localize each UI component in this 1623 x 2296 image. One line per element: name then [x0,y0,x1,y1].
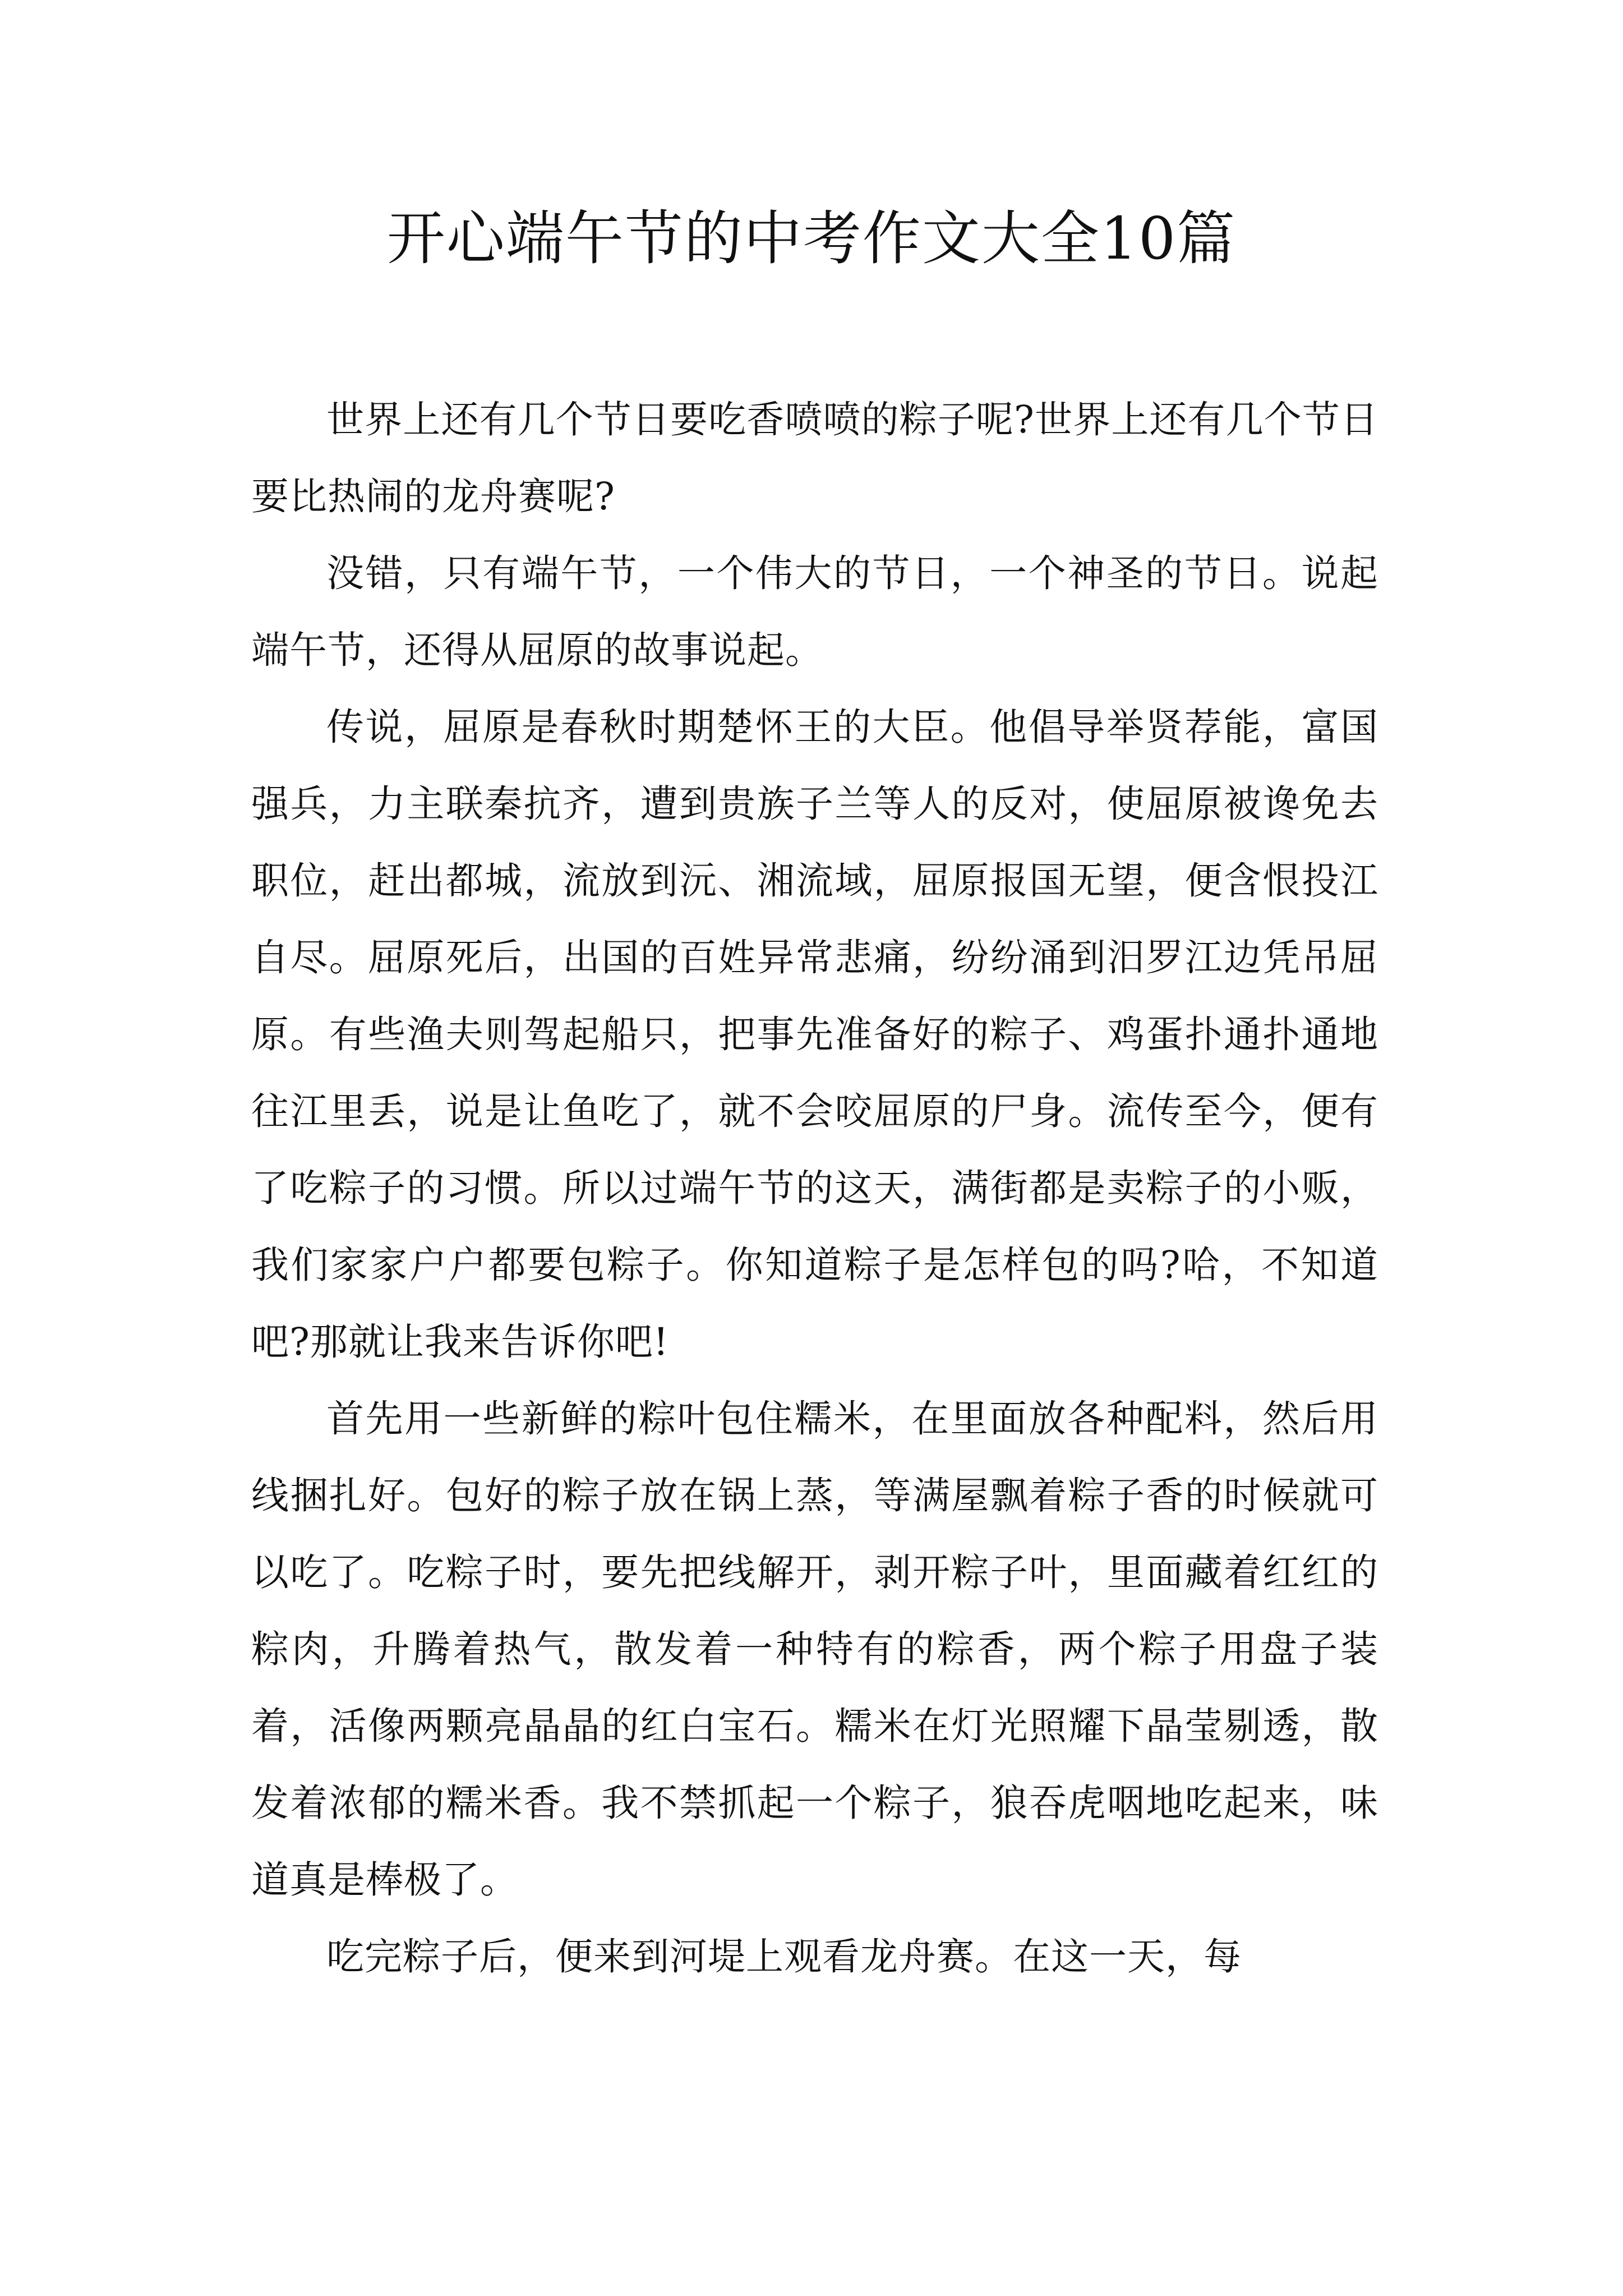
paragraph: 传说，屈原是春秋时期楚怀王的大臣。他倡导举贤荐能，富国强兵，力主联秦抗齐，遭到贵族子兰等人的反对，使屈原被谗免去职位，赶出都城，流放到沅、湘流域，屈原报国无望，便含恨投江自尽。屈原死后，出国的百姓异常悲痛，纷纷涌到汨罗江边凭吊屈原。有些渔夫则驾起船只，把事先准备好的粽子、鸡蛋扑通扑通地往江里丢，说是让鱼吃了，就不会咬屈原的尸身。流传至今，便有了吃粽子的习惯。所以过端午节的这天，满街都是卖粽子的小贩，我们家家户户都要包粽子。你知道粽子是怎样包的吗?哈，不知道吧?那就让我来告诉你吧! [251,705,1378,1364]
paragraph: 没错，只有端午节，一个伟大的节日，一个神圣的节日。说起端午节，还得从屈原的故事说起。 [251,551,1378,672]
paragraph: 世界上还有几个节日要吃香喷喷的粽子呢?世界上还有几个节日要比热闹的龙舟赛呢? [251,398,1378,518]
document-body [251,381,1378,1995]
document-title: 开心端午节的中考作文大全10篇 [386,204,1237,273]
paragraph: 吃完粽子后，便来到河堤上观看龙舟赛。在这一天，每 [326,1935,1242,1978]
paragraph: 首先用一些新鲜的粽叶包住糯米，在里面放各种配料，然后用线捆扎好。包好的粽子放在锅上蒸，等满屋飘着粽子香的时候就可以吃了。吃粽子时，要先把线解开，剥开粽子叶，里面藏着红红的粽肉，升腾着热气，散发着一种特有的粽香，两个粽子用盘子装着，活像两颗亮晶晶的红白宝石。糯米在灯光照耀下晶莹剔透，散发着浓郁的糯米香。我不禁抓起一个粽子，狼吞虎咽地吃起来，味道真是棒极了。 [251,1397,1378,1902]
